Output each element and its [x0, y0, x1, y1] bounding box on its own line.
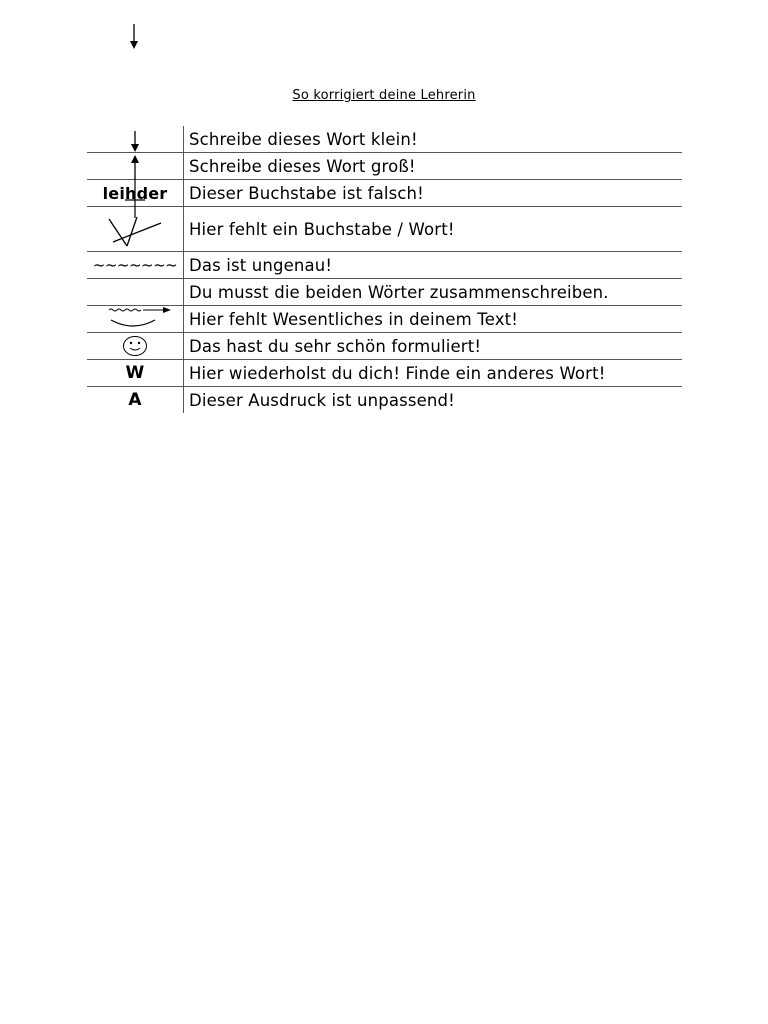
symbol-cell: [87, 207, 184, 251]
symbol-cell: [87, 333, 184, 359]
symbol-cell: [87, 279, 184, 305]
imprecise-wavy-line: ~~~~~~~: [92, 256, 178, 274]
table-row: [87, 180, 682, 207]
expression-symbol: A: [128, 390, 142, 410]
down-arrow-icon: [128, 131, 142, 153]
table-row: [87, 126, 682, 153]
symbol-cell: [87, 360, 184, 386]
symbol-cell: [87, 153, 184, 179]
repetition-symbol: W: [125, 363, 145, 383]
symbol-cell: [87, 306, 184, 332]
smiley-icon: [122, 335, 148, 357]
symbol-cell: [87, 126, 184, 152]
meaning-text: Das hast du sehr schön formuliert!: [189, 336, 482, 356]
table-row: [87, 279, 682, 306]
meaning-text: Dieser Ausdruck ist unpassend!: [189, 390, 455, 410]
meaning-text: Hier fehlt Wesentliches in deinem Text!: [189, 309, 519, 329]
up-arrow-icon: [128, 155, 142, 179]
meaning-text: Hier fehlt ein Buchstabe / Wort!: [189, 219, 455, 239]
table-row: [87, 333, 682, 360]
meaning-text: Schreibe dieses Wort groß!: [189, 156, 416, 176]
symbol-cell: [87, 252, 184, 278]
table-row: [87, 387, 682, 413]
meaning-text: Dieser Buchstabe ist falsch!: [189, 183, 424, 203]
table-row: [87, 360, 682, 387]
table-row: [87, 306, 682, 333]
insertion-mark-icon: [105, 209, 165, 249]
table-row: [87, 207, 682, 252]
table-row: [87, 252, 682, 279]
symbol-cell: [87, 180, 184, 206]
down-arrow-icon: [127, 24, 141, 50]
meaning-text: Du musst die beiden Wörter zusammenschreiben.: [189, 282, 609, 302]
table-row: [87, 153, 682, 180]
symbol-cell: [87, 387, 184, 413]
meaning-text: Das ist ungenau!: [189, 255, 333, 275]
meaning-text: Hier wiederholst du dich! Finde ein anderes Wort!: [189, 363, 606, 383]
wrong-letter-example: leihder: [102, 183, 168, 203]
page-title: So korrigiert deine Lehrerin: [292, 88, 476, 103]
wavy-arrow-arc-icon: [95, 306, 175, 332]
correction-symbols-table: [87, 126, 682, 413]
meaning-text: Schreibe dieses Wort klein!: [189, 129, 418, 149]
